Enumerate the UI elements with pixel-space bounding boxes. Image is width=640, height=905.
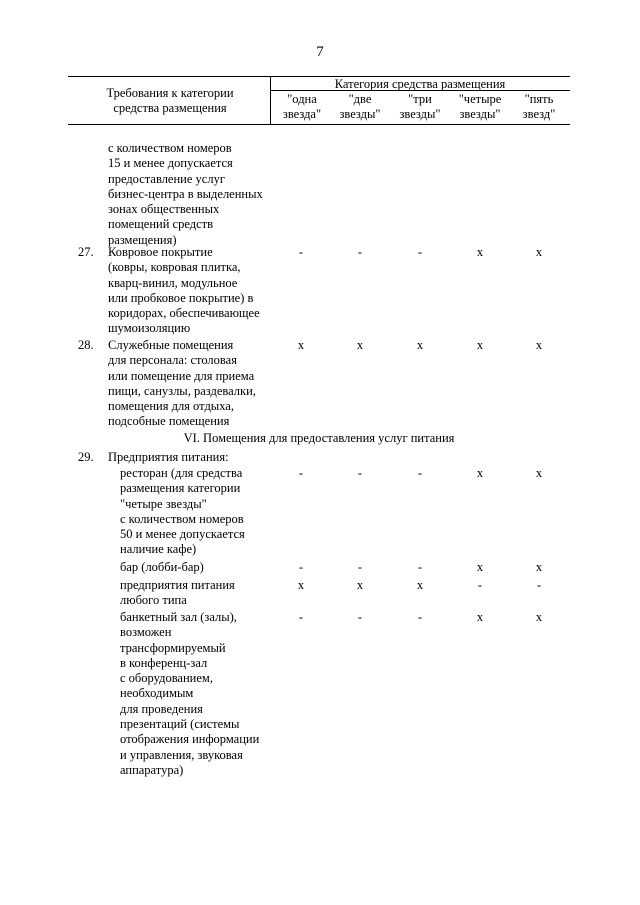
mark-cell: x (535, 560, 543, 574)
text-line: или помещение для приема (108, 368, 255, 383)
header-star-line: звезд" (522, 107, 556, 121)
mark-cell: x (535, 245, 543, 259)
row-29-title: Предприятия питания: (108, 450, 229, 464)
mark-cell: x (356, 338, 364, 352)
text-line: помещения для отдыха, (108, 399, 234, 414)
mark-cell: x (476, 245, 484, 259)
text-line: аппаратура) (120, 762, 184, 777)
mark-cell: - (536, 578, 542, 592)
text-line: банкетный зал (залы), (120, 610, 237, 624)
text-line: зонах общественных (108, 202, 220, 217)
text-line: и управления, звуковая (120, 747, 243, 762)
text-line: 50 и менее допускается (120, 527, 245, 542)
text-line: презентаций (системы (120, 717, 240, 732)
header-star-3 (395, 92, 445, 122)
text-line: в конференц-зал (120, 655, 208, 670)
mark-cell: x (476, 610, 484, 624)
mark-cell: - (417, 245, 423, 259)
text-line: (ковры, ковровая плитка, (108, 260, 241, 275)
section-heading: VI. Помещения для предоставления услуг питания (183, 431, 455, 445)
text-line: бар (лобби-бар) (120, 560, 204, 574)
mark-cell: - (357, 610, 363, 624)
text-line: предоставление услуг (108, 171, 225, 186)
text-line: пищи, санузлы, раздевалки, (108, 383, 256, 398)
row-number: 28. (78, 338, 94, 352)
mark-cell: x (535, 338, 543, 352)
header-bottom-border (68, 124, 570, 125)
text-line: размещения категории (120, 481, 241, 496)
mark-cell: x (416, 338, 424, 352)
mark-cell: x (416, 578, 424, 592)
mark-cell: - (298, 466, 304, 480)
header-star-line: "четыре (458, 92, 502, 106)
mark-cell: - (298, 610, 304, 624)
header-category-title: Категория средства размещения (334, 77, 506, 91)
header-star-5 (513, 92, 565, 122)
text-line: ресторан (для средства (120, 466, 243, 480)
header-star-line: "пять (524, 92, 554, 106)
header-star-line: "две (348, 92, 372, 106)
mark-cell: - (298, 560, 304, 574)
text-line: Ковровое покрытие (108, 245, 213, 259)
header-star-line: звезды" (459, 107, 501, 121)
header-star-4 (452, 92, 508, 122)
text-line: коридорах, обеспечивающее (108, 306, 260, 321)
header-star-line: звезды" (339, 107, 381, 121)
text-line: с оборудованием, (120, 671, 213, 686)
header-star-line: звезда" (282, 107, 322, 121)
text-line: кварц-винил, модульное (108, 275, 238, 290)
text-line: подсобные помещения (108, 414, 230, 429)
text-line: размещения) (108, 232, 177, 247)
sub-item-banquet-hall (120, 610, 259, 778)
page-number: 7 (316, 44, 324, 60)
header-star-line: "одна (287, 92, 317, 106)
mark-cell: - (298, 245, 304, 259)
mark-cell: x (297, 578, 305, 592)
mark-cell: x (297, 338, 305, 352)
text-line: наличие кафе) (120, 542, 197, 557)
text-line: или пробковое покрытие) в (108, 290, 254, 305)
text-line: для проведения (120, 701, 203, 716)
text-line: любого типа (120, 593, 187, 608)
text-line: предприятия питания (120, 578, 235, 592)
text-line: Служебные помещения (108, 338, 234, 352)
row-27-text (108, 245, 260, 337)
mark-cell: x (476, 338, 484, 352)
mark-cell: - (477, 578, 483, 592)
text-line: шумоизоляцию (108, 321, 191, 336)
mark-cell: x (476, 560, 484, 574)
sub-item-bar (120, 560, 204, 575)
mark-cell: - (417, 560, 423, 574)
row-28-text (108, 338, 256, 430)
text-line: возможен (120, 625, 172, 640)
header-star-1 (278, 92, 326, 122)
mark-cell: - (417, 610, 423, 624)
header-star-line: звезды" (399, 107, 441, 121)
text-line: для персонала: столовая (108, 353, 237, 368)
header-star-2 (336, 92, 384, 122)
mark-cell: x (535, 610, 543, 624)
mark-cell: - (357, 560, 363, 574)
header-star-line: "три (408, 92, 432, 106)
header-requirements-line: средства размещения (113, 101, 227, 115)
mark-cell: x (476, 466, 484, 480)
header-requirements-line: Требования к категории (106, 86, 234, 100)
text-line: помещений средств (108, 217, 213, 232)
text-line: с количеством номеров (108, 141, 232, 155)
row-number: 29. (78, 450, 94, 464)
mark-cell: - (357, 466, 363, 480)
text-line: "четыре звезды" (120, 496, 207, 511)
text-line: с количеством номеров (120, 511, 244, 526)
sub-item-any-type (120, 578, 235, 609)
mark-cell: x (356, 578, 364, 592)
text-line: необходимым (120, 686, 194, 701)
text-line: бизнес-центра в выделенных (108, 186, 263, 201)
row-number: 27. (78, 245, 94, 259)
mark-cell: x (535, 466, 543, 480)
header-requirements (80, 86, 260, 116)
text-line: трансформируемый (120, 640, 226, 655)
mark-cell: - (357, 245, 363, 259)
text-line: 15 и менее допускается (108, 156, 233, 171)
mark-cell: - (417, 466, 423, 480)
text-line: отображения информации (120, 732, 260, 747)
continuation-text (108, 141, 263, 248)
sub-item-restaurant (120, 466, 245, 558)
